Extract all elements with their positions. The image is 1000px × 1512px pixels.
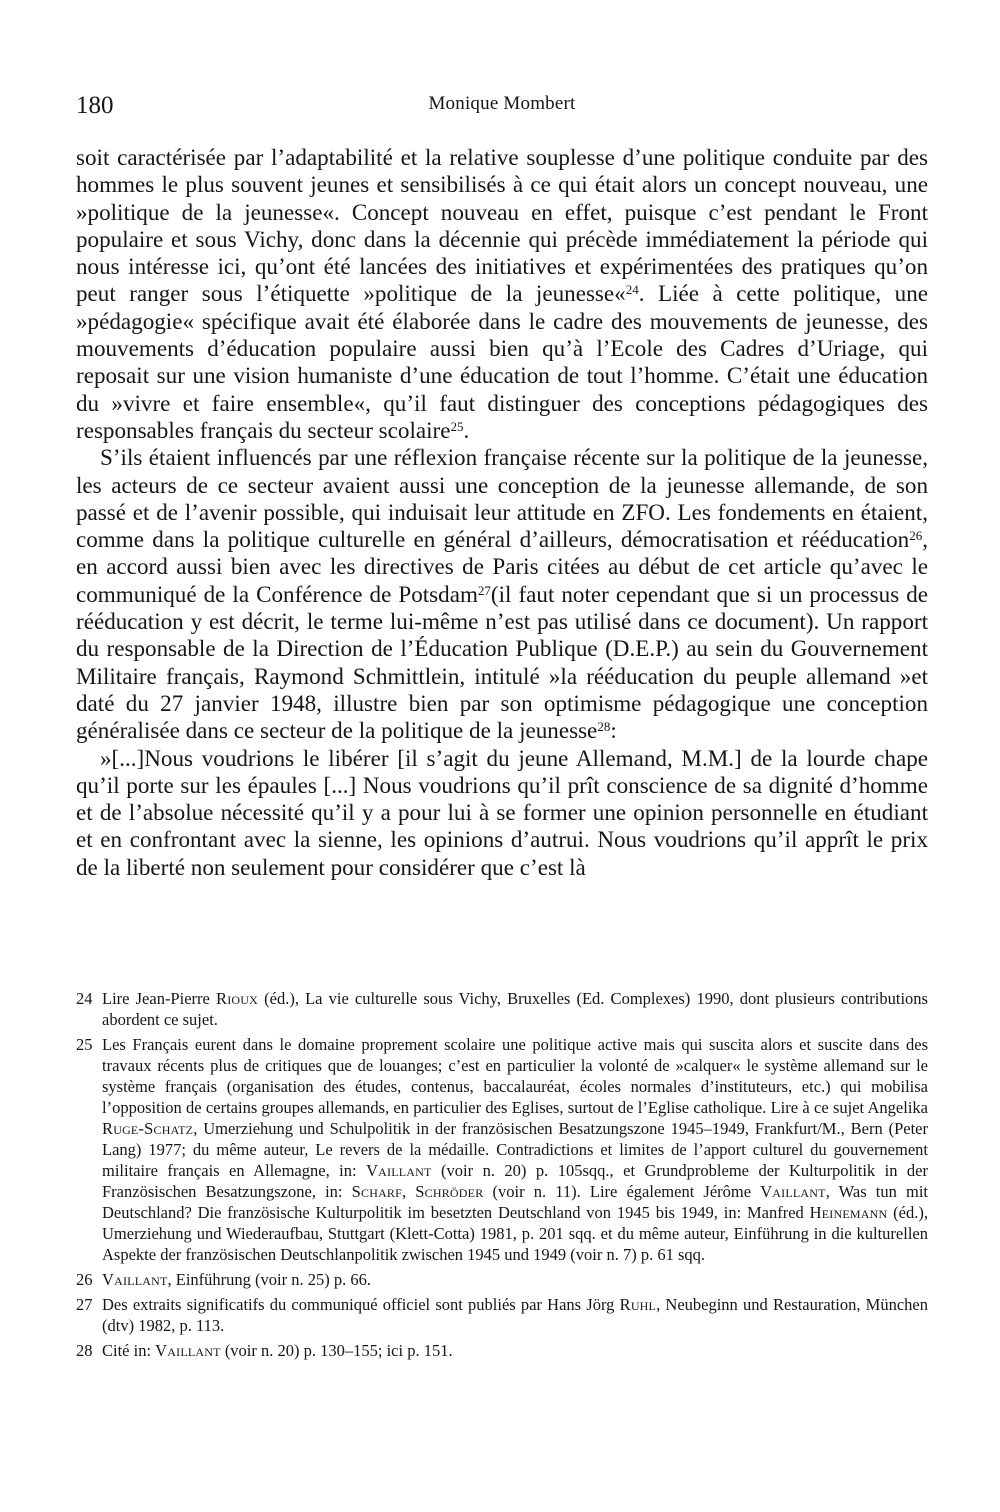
footnote-24 (76, 988, 928, 1030)
footnote-ref-25: 25 (450, 418, 464, 434)
author-name: Ruhl (619, 1295, 657, 1314)
footnote-text: Les Français eurent dans le domaine proprement scolaire une politique active mais qui suscita alors et suscite dans des travaux récents plus de critiques que de louanges; c’est en particulier la volonté de »calquer« le système allemand sur le système français (organisation des études, contenus, baccalauréat, écoles normales d’instituteurs, etc.) qui mobilisa l’opposition de certains groupes allemands, en particulier des Eglises, surtout de l’Eglise catholique. Lire à ce sujet Angelika (102, 1035, 928, 1117)
author-name: Ruge-Schatz (102, 1119, 194, 1138)
footnote-ref-26: 26 (909, 528, 923, 544)
paragraph-1 (76, 144, 928, 444)
footnote-ref-28: 28 (597, 719, 611, 735)
footnote-text: , Was tun mit Deutschland? Die französische Kulturpolitik im besetzten Deutschland von 1945 bis 1949, in: Manfred (102, 1182, 928, 1222)
paragraph-2 (76, 444, 928, 744)
footnotes (76, 988, 928, 1365)
footnote-text: (voir n. 20) p. 105sqq., et Grundprobleme der Kulturpolitik in der Französischen Besatzungszone, in: (102, 1161, 928, 1201)
author-name: Vaillant (760, 1182, 826, 1201)
footnote-text: , (402, 1182, 416, 1201)
author-name: Vaillant (155, 1341, 221, 1360)
footnote-ref-27: 27 (477, 582, 491, 598)
paragraph-1-text-b: . Liée à cette politique, une »pédagogie« spécifique avait été élaborée dans le cadre des mouvements de jeunesse, des mouvements d’éducation populaire aussi bien qu’à l’Ecole des Cadres d’Uriage, qui reposait sur une vision humaniste d’une éducation de tout l’homme. C’était une éducation du »vivre et faire ensemble«, qu’il faut distinguer des conceptions pédagogiques des responsables français du secteur scolaire (76, 280, 928, 443)
footnote-25 (76, 1034, 928, 1265)
quotation-paragraph: »[...]Nous voudrions le libérer [il s’agit du jeune Allemand, M.M.] de la lourde chape qu’il porte sur les épaules [...] Nous voudrions qu’il prît conscience de sa dignité d’homme et de l’absolue nécessité qu’il y a pour lui à se former une opinion personnelle en étudiant et en confrontant avec la sienne, les opinions d’autrui. Nous voudrions qu’il apprît le prix de la liberté non seulement pour considérer que c’est là (76, 744, 928, 880)
footnote-text: (voir n. 20) p. 130–155; ici p. 151. (220, 1341, 453, 1360)
footnote-26 (76, 1269, 928, 1290)
running-head: Monique Mombert (428, 93, 576, 114)
footnote-text: , Neubeginn und Restauration, München (dtv) 1982, p. 113. (102, 1295, 928, 1335)
footnote-number: 27 (76, 1295, 93, 1314)
footnote-number: 25 (76, 1035, 93, 1054)
author-name: Schröder (415, 1182, 484, 1201)
footnote-text: (éd.), Umerziehung und Wiederaufbau, Stuttgart (Klett-Cotta) 1981, p. 201 sqq. et du même auteur, Einführung in die kulturellen Aspekte der französischen Deutschlanpolitik zwischen 1945 und 1949 (voir n. 7) p. 61 sqq. (102, 1203, 928, 1264)
footnote-number: 24 (76, 989, 93, 1008)
footnote-text: , Einführung (voir n. 25) p. 66. (167, 1270, 371, 1289)
author-name: Rioux (215, 989, 258, 1008)
footnote-text: (éd.), La vie culturelle sous Vichy, Bruxelles (Ed. Complexes) 1990, dont plusieurs contributions abordent ce sujet. (102, 989, 928, 1029)
body-text (76, 144, 928, 881)
paragraph-2-text-a: S’ils étaient influencés par une réflexion française récente sur la politique de la jeunesse, les acteurs de ce secteur avaient aussi une conception de la jeunesse allemande, de son passé et de l’avenir possible, qui induisait leur attitude en ZFO. Les fondements en étaient, comme dans la politique culturelle en général d’ailleurs, démocratisation et rééducation (76, 444, 928, 553)
paragraph-2-text-b: , en accord aussi bien avec les directives de Paris citées au début de cet article qu’avec le communiqué de la Conférence de Potsdam (76, 526, 928, 607)
page (76, 90, 928, 881)
footnote-text: , Umerziehung und Schulpolitik in der französischen Besatzungszone 1945–1949, Frankfurt/M., Bern (Peter Lang) 1977; du même auteur, Le revers de la médaille. Contradictions et limites de l’apport culturel du gouvernement militaire français en Allemagne, in: (102, 1119, 928, 1180)
footnote-27 (76, 1294, 928, 1336)
author-name: Vaillant (102, 1270, 168, 1289)
footnote-text: (voir n. 11). Lire également Jérôme (483, 1182, 761, 1201)
footnote-number: 28 (76, 1341, 93, 1360)
page-number: 180 (76, 92, 114, 119)
footnote-ref-24: 24 (625, 282, 639, 298)
paragraph-2-text-c: (il faut noter cependant que si un processus de rééducation y est décrit, le terme lui-même n’est pas utilisé dans ce document). Un rapport du responsable de la Direction de l’Éducation Publique (D.E.P.) au sein du Gouvernement Militaire français, Raymond Schmittlein, intitulé »la rééducation du peuple allemand »et daté du 27 janvier 1948, illustre bien par son optimisme pédagogique une conception généralisée dans ce secteur de la politique de la jeunesse (76, 580, 928, 744)
footnote-text: Lire Jean-Pierre (102, 989, 216, 1008)
footnote-number: 26 (76, 1270, 93, 1289)
footnote-text: Des extraits significatifs du communiqué officiel sont publiés par Hans Jörg (102, 1295, 620, 1314)
footnote-text: Cité in: (102, 1341, 156, 1360)
page-header (76, 90, 928, 122)
paragraph-1-text-c: . (463, 416, 470, 443)
author-name: Heinemann (809, 1203, 888, 1222)
author-name: Scharf (351, 1182, 403, 1201)
author-name: Vaillant (366, 1161, 432, 1180)
paragraph-2-text-d: : (610, 717, 617, 744)
footnote-28 (76, 1340, 928, 1361)
paragraph-1-text-a: soit caractérisée par l’adaptabilité et la relative souplesse d’une politique conduite par des hommes le plus souvent jeunes et sensibilisés à ce qui était alors un concept nouveau, une »politique de la jeunesse«. Concept nouveau en effet, puisque c’est pendant le Front populaire et sous Vichy, donc dans la décennie qui précède immédiatement la période qui nous intéresse ici, qu’ont été lancées des initiatives et expérimentées des pratiques qu’on peut ranger sous l’étiquette »politique de la jeunesse« (76, 144, 928, 307)
